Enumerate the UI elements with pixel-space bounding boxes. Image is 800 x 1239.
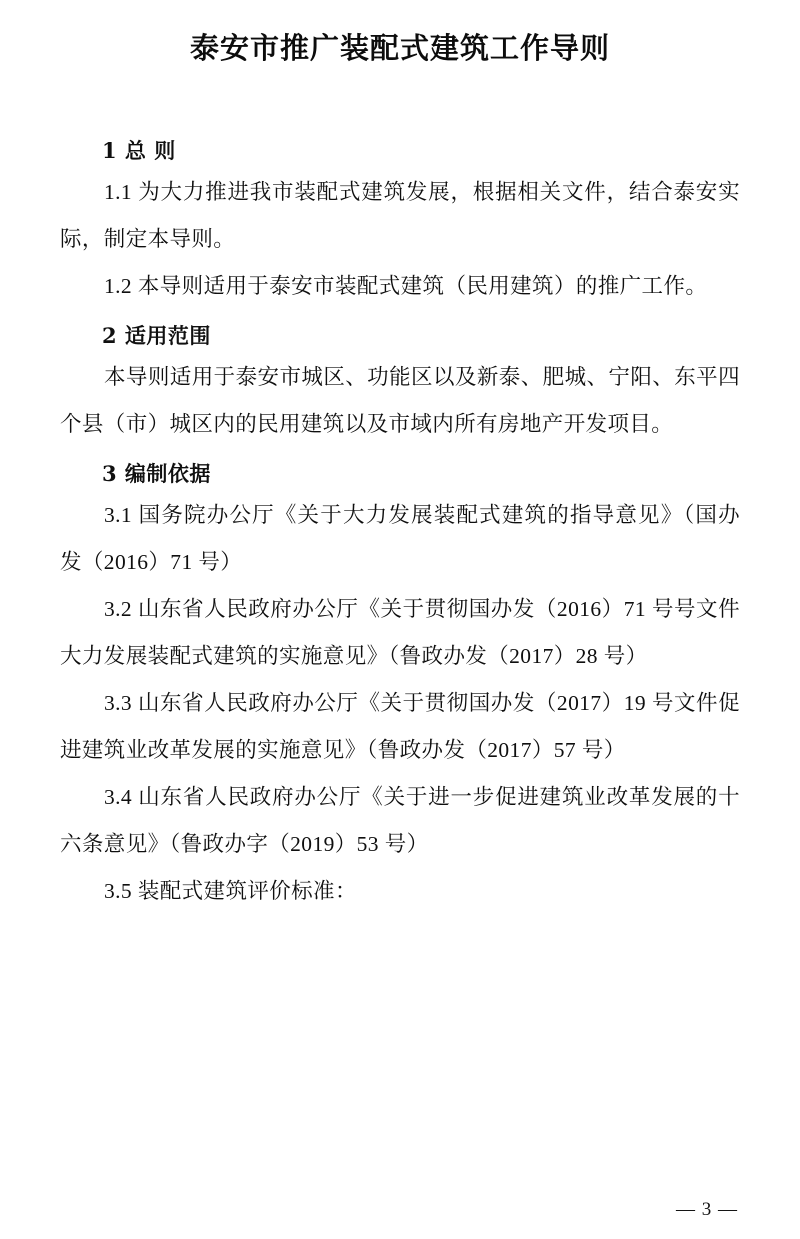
section-heading: 3 编制依据 (102, 461, 211, 486)
page-title: 泰安市推广装配式建筑工作导则 (189, 31, 610, 65)
paragraph: 3.2 山东省人民政府办公厅《关于贯彻国办发（2016）71 号号文件大力发展装配式建筑的实施意见》（鲁政办发（2017）28 号） (60, 597, 740, 668)
section-heading: 1 总 则 (102, 138, 176, 163)
paragraph: 3.5 装配式建筑评价标准： (104, 879, 357, 903)
paragraph: 1.1 为大力推进我市装配式建筑发展，根据相关文件，结合泰安实际，制定本导则。 (60, 180, 740, 251)
section-basis (60, 448, 740, 915)
section-scope (60, 310, 740, 448)
section-heading: 2 适用范围 (102, 323, 211, 348)
paragraph: 3.1 国务院办公厅《关于大力发展装配式建筑的指导意见》（国办发（2016）71 号） (60, 503, 740, 574)
document-body (60, 125, 740, 915)
paragraph: 3.4 山东省人民政府办公厅《关于进一步促进建筑业改革发展的十六条意见》（鲁政办字（2019）53 号） (60, 785, 740, 856)
paragraph: 3.3 山东省人民政府办公厅《关于贯彻国办发（2017）19 号文件促进建筑业改革发展的实施意见》（鲁政办发（2017）57 号） (60, 691, 740, 762)
paragraph: 本导则适用于泰安市城区、功能区以及新泰、肥城、宁阳、东平四个县（市）城区内的民用建筑以及市域内所有房地产开发项目。 (60, 365, 740, 436)
page-number: — 3 — (676, 1199, 738, 1220)
section-general-principles (60, 125, 740, 310)
paragraph: 1.2 本导则适用于泰安市装配式建筑（民用建筑）的推广工作。 (104, 274, 708, 298)
